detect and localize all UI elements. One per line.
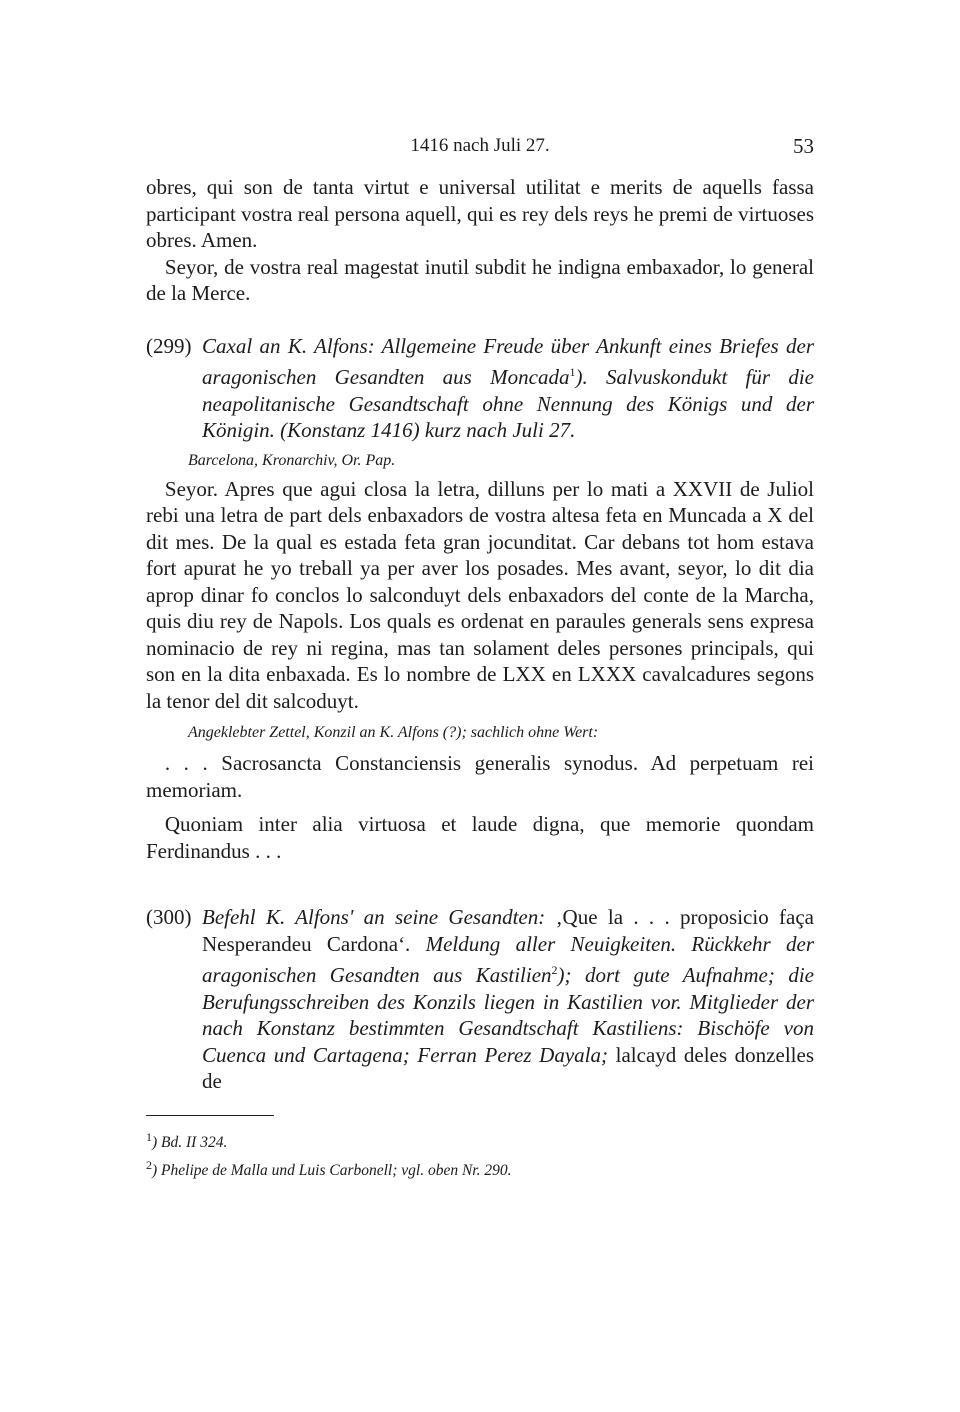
entry-number: (299) [146, 333, 192, 358]
footnote-text: ) Phelipe de Malla und Luis Carbonell; vgl. oben Nr. 290. [152, 1161, 512, 1179]
paragraph-signature: Seyor, de vostra real magestat inutil subdit he indigna embaxador, lo general de la Merce. [146, 254, 814, 305]
quote-paragraph: . . . Sacrosancta Constanciensis generalis synodus. Ad perpetuam rei memoriam. [146, 751, 814, 802]
running-title: 1416 nach Juli 27. [410, 135, 550, 156]
footnote-rule [146, 1115, 274, 1116]
running-head [146, 128, 814, 164]
heading-part: Befehl K. Alfons' an seine Gesandten: [202, 905, 556, 929]
paragraph-continuation: obres, qui son de tanta virtut e universal utilitat e merits de aquells fassa participant vostra real persona aquell, qui es rey dels reys he premi de virtuoses obres. Amen. [146, 175, 814, 252]
heading-part: ); dort gute Aufnahme; die Berufungsschreiben des Konzils liegen in Kastilien vor. Mitglieder der nach Konstanz bestimmten Gesandtschaft Kastiliens: Bischöfe von Cuenca und Cartagena; Ferran Perez Dayala; [202, 963, 814, 1067]
letter-body: Seyor. Apres que agui closa la letra, dilluns per lo mati a XXVII de Juliol rebi una letra de part dels enbaxadors de vostra altesa feta en Muncada a X del dit mes. De la qual es estada feta gran jocunditat. Car debans tot hom estava fort apurat he yo treball ya per aver los posades. Mes avant, seyor, lo dit dia aprop dinar fo conclos lo salconduyt dels enbaxadors del conte de la Marcha, quis diu rey de Napols. Los quals es ordenat en paraules generals sens expresa nominacio de rey ni regina, mas tan solament deles persones principals, qui son en la dita enbaxada. Es lo nombre de LXX en LXXX cavalcadures segons la tenor del dit salcoduyt. [146, 476, 814, 713]
entry-300-heading [146, 904, 814, 1095]
heading-quote: ‚Que la . . . proposicio faça Nesperandeu Cardona‘. [202, 905, 814, 956]
heading-part: Caxal an K. Alfons: Allgemeine Freude über Ankunft eines Briefes der aragonischen Gesandten aus Moncada [202, 333, 814, 389]
entry-299-heading [146, 333, 814, 444]
editorial-note: Angeklebter Zettel, Konzil an K. Alfons (?); sachlich ohne Wert: [188, 724, 599, 741]
archive-source: Barcelona, Kronarchiv, Or. Pap. [188, 451, 396, 469]
footnote-ref: 1 [569, 365, 576, 379]
heading-part: lalcayd deles donzelles de [202, 1042, 814, 1093]
heading-part: ). Salvuskondukt für die neapolitanische Gesandtschaft ohne Nennung des Königs und der Königin. (Konstanz 1416) kurz nach Juli 27. [202, 365, 814, 442]
footnote [146, 1126, 814, 1154]
quote-paragraph: Quoniam inter alia virtuosa et laude digna, que memorie quondam Ferdinandus . . . [146, 812, 814, 863]
footnote-text: ) Bd. II 324. [152, 1133, 228, 1151]
entry-heading-text [202, 904, 814, 1095]
entry-heading-text [202, 333, 814, 444]
entry-number: (300) [146, 905, 192, 929]
heading-part: Meldung aller Neuigkeiten. Rückkehr der aragonischen Gesandten aus Kastilien [202, 931, 814, 987]
page-number: 53 [793, 134, 814, 158]
footnote-ref: 2 [551, 963, 558, 977]
footnote [146, 1154, 814, 1182]
document-page [146, 128, 814, 1182]
footnote-mark: 2 [146, 1157, 152, 1172]
footnote-mark: 1 [146, 1129, 152, 1144]
